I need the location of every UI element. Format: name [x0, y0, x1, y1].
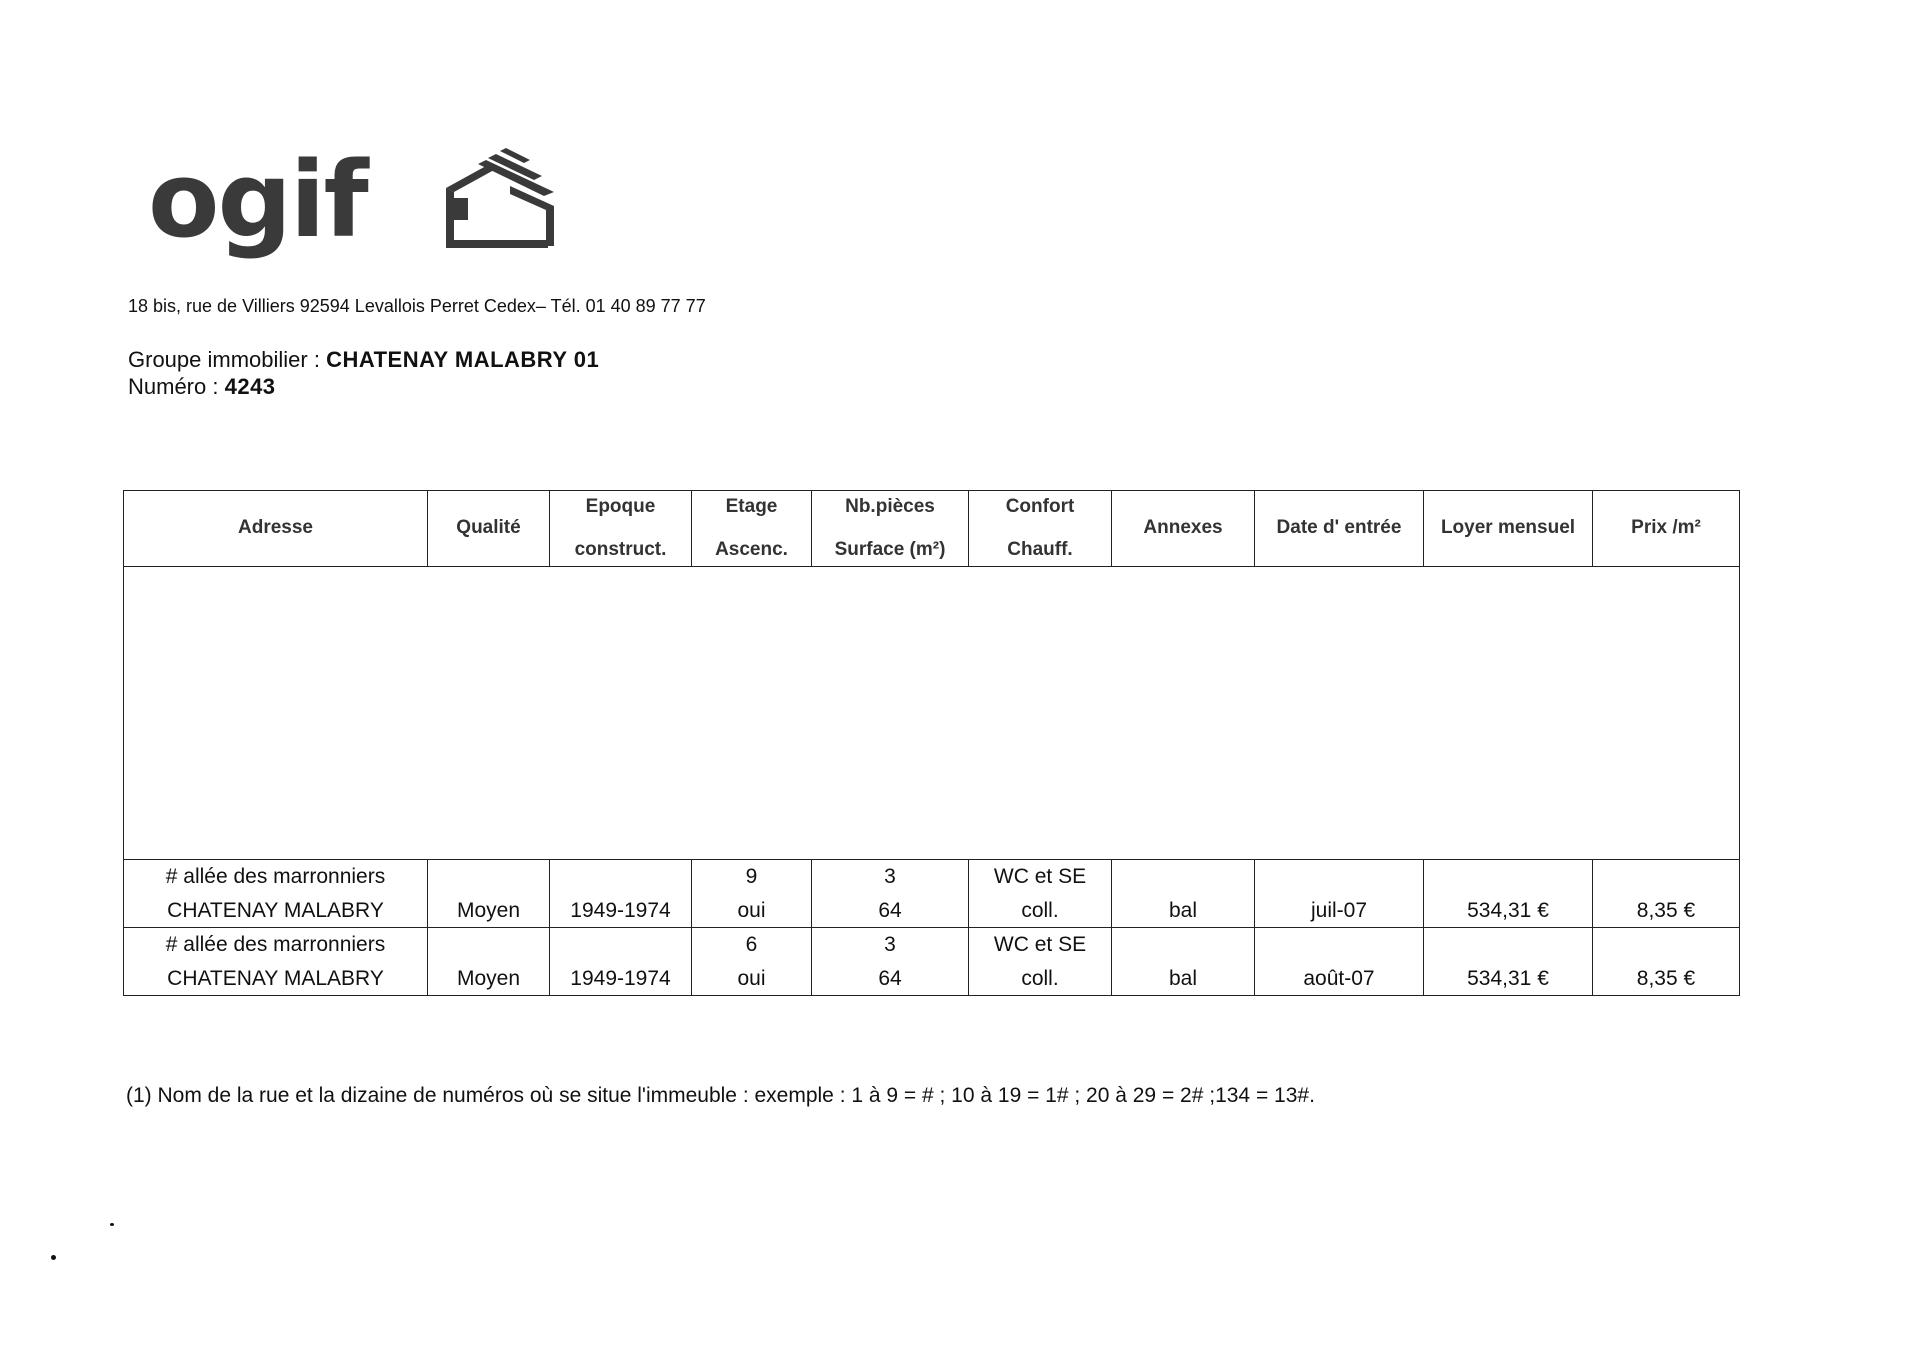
cell-annexes: bal	[1112, 928, 1255, 996]
ascenc-value: oui	[737, 898, 766, 922]
group-line	[128, 347, 599, 373]
header-pieces	[812, 491, 969, 567]
etage-value: 6	[745, 933, 758, 957]
ogif-logo	[148, 139, 598, 268]
confort-value: WC et SE	[993, 865, 1087, 888]
surface-value: 64	[878, 966, 902, 990]
adresse-street: # allée des marronniers	[165, 865, 386, 888]
header-confort-line2: Chauff.	[1007, 538, 1073, 560]
cell-confort	[969, 860, 1112, 928]
cell-prix: 8,35 €	[1593, 928, 1740, 996]
pieces-value: 3	[884, 865, 896, 888]
header-etage	[692, 491, 812, 567]
cell-annexes: bal	[1112, 860, 1255, 928]
header-confort-line1: Confort	[1005, 495, 1075, 517]
header-pieces-line2: Surface (m²)	[834, 538, 946, 560]
header-epoque-line2: construct.	[574, 538, 667, 560]
number-label: Numéro :	[128, 374, 225, 399]
header-annexes: Annexes	[1112, 491, 1255, 567]
header-etage-line1: Etage	[725, 495, 778, 517]
table-row	[124, 860, 1740, 928]
number-line	[128, 374, 276, 400]
header-adresse: Adresse	[124, 491, 428, 567]
header-epoque-line1: Epoque	[585, 495, 656, 517]
table-row	[124, 928, 1740, 996]
header-confort	[969, 491, 1112, 567]
company-address: 18 bis, rue de Villiers 92594 Levallois Perret Cedex– Tél. 01 40 89 77 77	[128, 296, 706, 316]
cell-pieces	[812, 860, 969, 928]
adresse-street: # allée des marronniers	[165, 933, 386, 957]
confort-value: WC et SE	[993, 933, 1087, 957]
group-label: Groupe immobilier :	[128, 347, 327, 372]
cell-qualite: Moyen	[428, 860, 550, 928]
table-header-row	[124, 491, 1740, 567]
header-date: Date d' entrée	[1255, 491, 1424, 567]
cell-etage	[692, 928, 812, 996]
cell-epoque: 1949-1974	[550, 860, 692, 928]
scan-speck	[110, 1223, 114, 1226]
group-value: CHATENAY MALABRY 01	[326, 347, 600, 372]
housing-table	[123, 490, 1740, 996]
cell-loyer: 534,31 €	[1424, 928, 1593, 996]
cell-date: juil-07	[1255, 860, 1424, 928]
footnote: (1) Nom de la rue et la dizaine de numéros où se situe l'immeuble : exemple : 1 à 9 = # ; 10 à 19 = 1# ; 20 à 29 = 2# ;134 = 13#.	[126, 1084, 1315, 1107]
cell-epoque: 1949-1974	[550, 928, 692, 996]
cell-pieces	[812, 928, 969, 996]
etage-value: 9	[745, 865, 758, 888]
adresse-city: CHATENAY MALABRY	[167, 898, 384, 922]
header-epoque	[550, 491, 692, 567]
logo-wordmark: ogif	[148, 139, 367, 261]
cell-adresse	[124, 928, 428, 996]
adresse-city: CHATENAY MALABRY	[167, 966, 384, 990]
blank-row	[124, 567, 1740, 860]
pieces-value: 3	[884, 933, 896, 957]
ascenc-value: oui	[737, 966, 766, 990]
cell-prix: 8,35 €	[1593, 860, 1740, 928]
cell-date: août-07	[1255, 928, 1424, 996]
surface-value: 64	[878, 898, 902, 922]
number-value: 4243	[224, 374, 276, 399]
scan-speck	[51, 1255, 56, 1260]
cell-adresse	[124, 860, 428, 928]
header-loyer: Loyer mensuel	[1424, 491, 1593, 567]
cell-loyer: 534,31 €	[1424, 860, 1593, 928]
cell-etage	[692, 860, 812, 928]
header-qualite: Qualité	[428, 491, 550, 567]
header-etage-line2: Ascenc.	[715, 538, 788, 560]
cell-qualite: Moyen	[428, 928, 550, 996]
header-prix: Prix /m²	[1593, 491, 1740, 567]
header-pieces-line1: Nb.pièces	[845, 495, 935, 517]
house-logo-icon	[438, 148, 588, 253]
chauff-value: coll.	[1021, 898, 1059, 922]
chauff-value: coll.	[1021, 966, 1059, 990]
cell-confort	[969, 928, 1112, 996]
blank-area	[124, 567, 1740, 860]
